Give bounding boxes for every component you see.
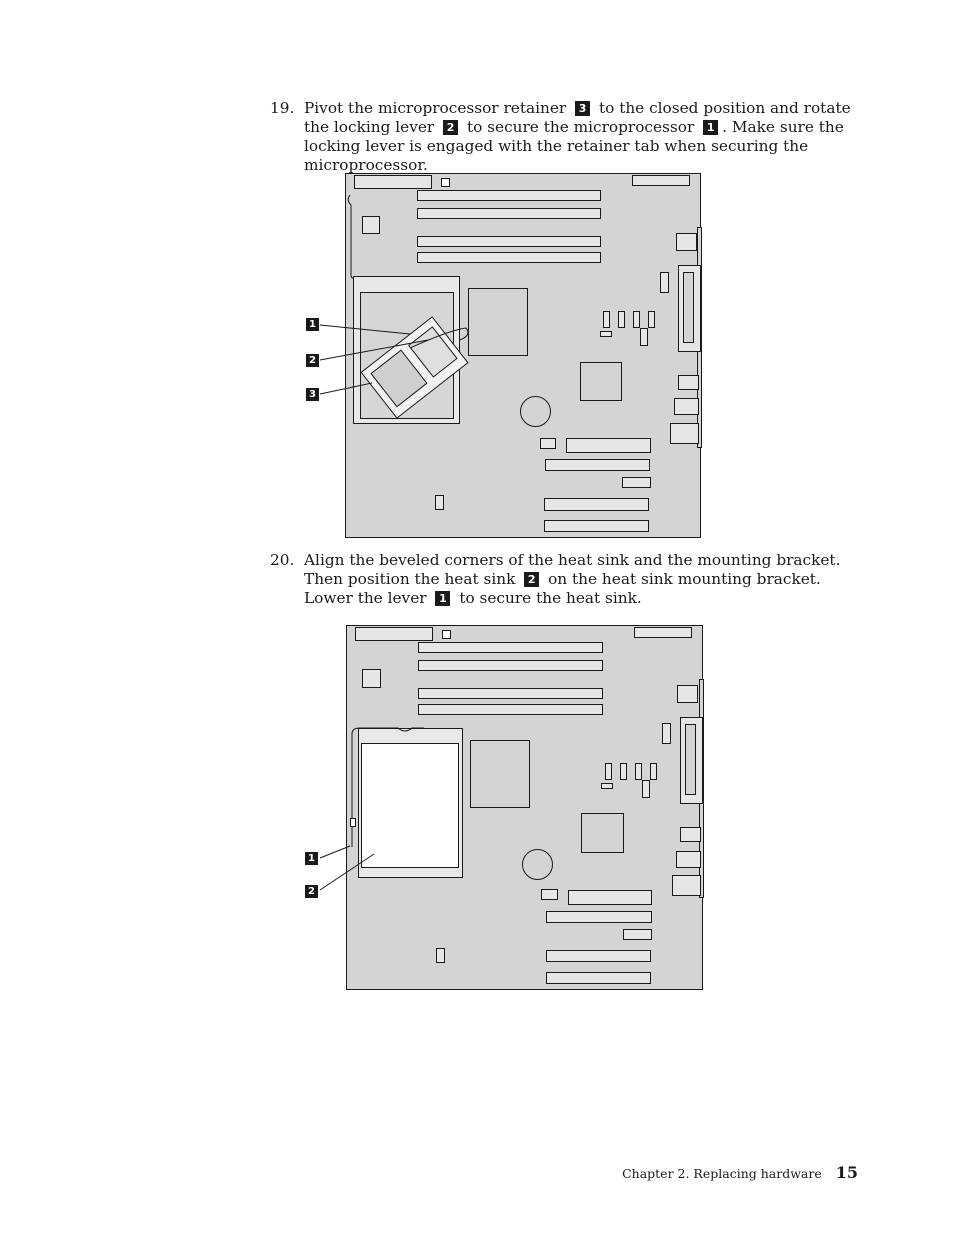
figure-callout-2: 2: [306, 354, 319, 367]
figure-callout-2: 2: [305, 885, 318, 898]
figure-callout-1: 1: [306, 318, 319, 331]
callout-1: 1: [435, 591, 450, 606]
figure-callout-3: 3: [306, 388, 319, 401]
system-board-illustration: [300, 622, 707, 994]
figure-microprocessor-retainer: [300, 170, 705, 542]
figure-heat-sink: [300, 622, 707, 994]
callout-2: 2: [524, 572, 539, 587]
system-board-illustration: [300, 170, 705, 542]
page-number: 15: [835, 1163, 858, 1182]
callout-1: 1: [703, 120, 718, 135]
step-number: 19.: [270, 99, 295, 117]
step-text: Align the beveled corners of the heat sink and the mounting bracket. Then position the heat sink 2 on the heat sink mounting bracket. Lower the lever 1 to secure the heat sink.: [304, 551, 841, 607]
callout-3: 3: [575, 101, 590, 116]
chapter-title: Chapter 2. Replacing hardware: [622, 1166, 822, 1181]
step-number: 20.: [270, 551, 295, 569]
callout-2: 2: [443, 120, 458, 135]
figure-callout-1: 1: [305, 852, 318, 865]
step-text: Pivot the microprocessor retainer 3 to the closed position and rotate the locking lever 2 to secure the microprocessor 1 . Make sure the locking lever is engaged with the retainer tab when securing the microprocessor.: [304, 99, 851, 174]
page-footer: [622, 1163, 858, 1182]
